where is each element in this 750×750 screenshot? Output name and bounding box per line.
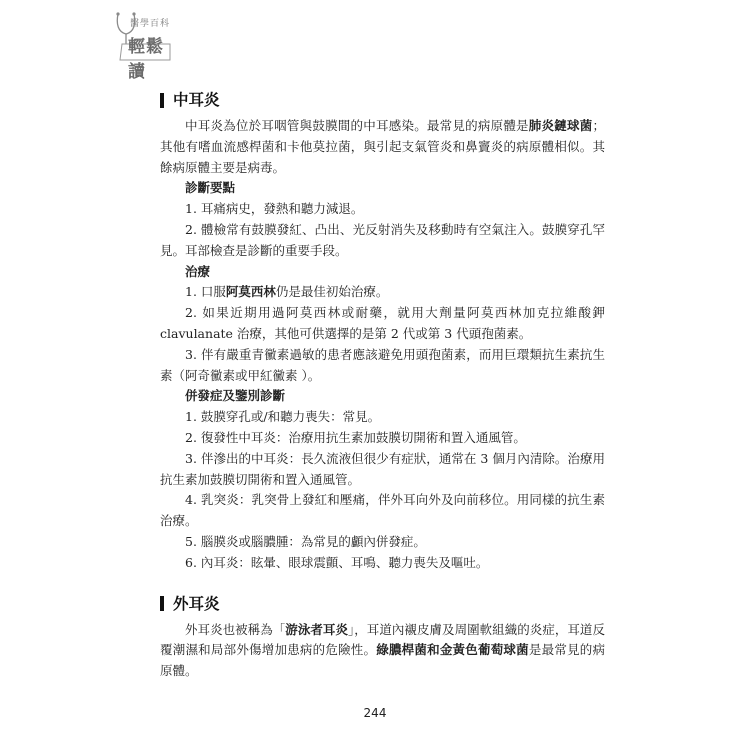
section-spacer [160, 574, 605, 592]
list-item: 3. 伴滲出的中耳炎：長久流液但很少有症狀，通常在 3 個月內清除。治療用抗生素加鼓膜切開術和置入通風管。 [160, 450, 605, 487]
intro-text-middle: 」，耳道內襯皮膚及周圍軟組織的炎症，耳道反覆潮濕和局部外傷增加患病的危險性。 [160, 621, 605, 658]
heading-bar-icon [160, 93, 164, 108]
intro-paragraph [160, 116, 605, 178]
intro-text: 中耳炎為位於耳咽管與鼓膜間的中耳感染。最常見的病原體是 [185, 118, 529, 133]
list-item: 2. 如果近期用過阿莫西林或耐藥，就用大劑量阿莫西林加克拉維酸鉀 clavulanate 治療，其他可供選擇的是第 2 代或第 3 代頭孢菌素。 [160, 305, 605, 341]
item-text: 1. 口服 [185, 284, 226, 300]
list-item: 6. 內耳炎：眩暈、眼球震顫、耳鳴、聽力喪失及嘔吐。 [185, 554, 489, 570]
page-content [160, 88, 605, 682]
subheading-treatment: 治療 [185, 263, 211, 279]
list-item: 4. 乳突炎：乳突骨上發紅和壓痛，伴外耳向外及向前移位。用同樣的抗生素治療。 [160, 492, 605, 529]
section-title: 外耳炎 [173, 593, 220, 613]
list-item [160, 282, 605, 303]
list-item: 3. 伴有嚴重青黴素過敏的患者應該避免用頭孢菌素，而用巨環類抗生素抗生素（阿奇黴素或甲紅黴素 ）。 [160, 346, 605, 383]
list-item: 5. 腦膜炎或腦膿腫：為常見的顱內併發症。 [185, 533, 426, 549]
list-item: 1. 鼓膜穿孔或/和聽力喪失：常見。 [185, 409, 381, 425]
page-number: 244 [363, 706, 387, 720]
section-heading-otitis-externa [160, 592, 605, 616]
list-item: 2. 體檢常有鼓膜發紅、凸出、光反射消失及移動時有空氣注入。鼓膜穿孔罕見。耳部檢查是診斷的重要手段。 [160, 221, 605, 258]
intro-text: 外耳炎也被稱為「 [185, 621, 286, 637]
item-bold-drug: 阿莫西林 [225, 284, 276, 300]
item-text-rest: 仍是最佳初始治療。 [275, 284, 389, 300]
series-name-line1: 醫學百科 [130, 19, 171, 29]
list-item: 2. 復發性中耳炎：治療用抗生素加鼓膜切開術和置入通風管。 [185, 429, 526, 445]
intro-paragraph [160, 620, 605, 682]
intro-text-rest: ；其他有嗜血流感桿菌和卡他莫拉菌，與引起支氣管炎和鼻竇炎的病原體相似。其餘病原體主要是病毒。 [160, 118, 605, 175]
section-heading-otitis-media [160, 88, 605, 112]
intro-bold-pathogens: 綠膿桿菌和金黃色葡萄球菌 [376, 642, 529, 658]
intro-text-rest: 是最常見的病原體。 [160, 642, 605, 679]
heading-bar-icon [160, 596, 164, 611]
subheading-diagnosis: 診斷要點 [185, 180, 236, 196]
series-logo [112, 10, 176, 82]
list-item: 1. 耳痛病史，發熱和聽力減退。 [185, 201, 364, 217]
section-title: 中耳炎 [173, 90, 220, 109]
subheading-complications: 併發症及鑒別診斷 [185, 388, 286, 404]
series-name-line2: 輕鬆讀 [128, 37, 164, 82]
intro-bold-pathogen: 肺炎鏈球菌 [528, 118, 593, 133]
intro-bold-term: 游泳者耳炎 [285, 621, 348, 637]
